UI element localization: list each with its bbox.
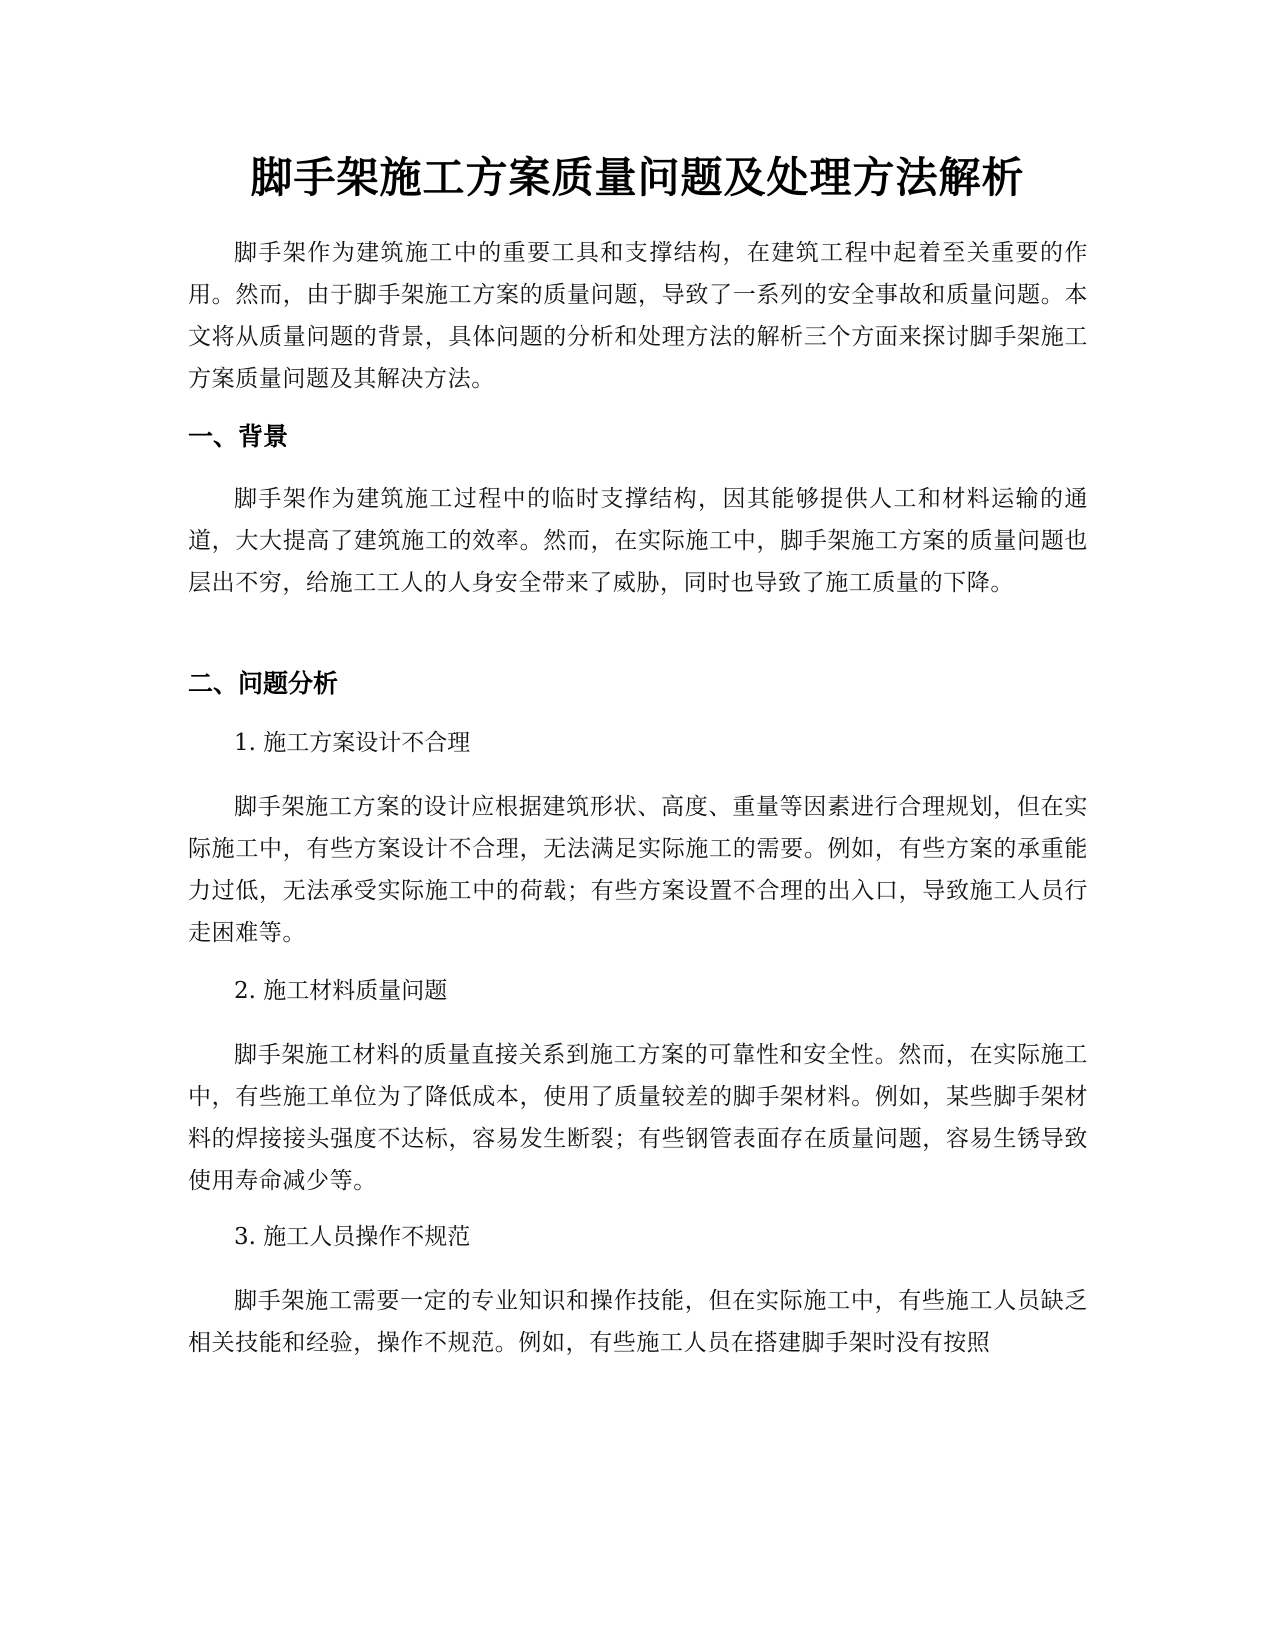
document-title: 脚手架施工方案质量问题及处理方法解析 [250, 153, 1025, 202]
intro-paragraph: 脚手架作为建筑施工中的重要工具和支撑结构，在建筑工程中起着至关重要的作用。然而，由于脚手架施工方案的质量问题，导致了一系列的安全事故和质量问题。本文将从质量问题的背景，具体问题的分析和处理方法的解析三个方面来探讨脚手架施工方案质量问题及其解决方法。 [188, 240, 1088, 392]
section-heading-analysis: 二、问题分析 [188, 669, 339, 698]
design-paragraph: 脚手架施工方案的设计应根据建筑形状、高度、重量等因素进行合理规划，但在实际施工中，有些方案设计不合理，无法满足实际施工的需要。例如，有些方案的承重能力过低，无法承受实际施工中的荷载；有些方案设置不合理的出入口，导致施工人员行走困难等。 [188, 794, 1088, 946]
background-paragraph: 脚手架作为建筑施工过程中的临时支撑结构，因其能够提供人工和材料运输的通道，大大提高了建筑施工的效率。然而，在实际施工中，脚手架施工方案的质量问题也层出不穷，给施工工人的人身安全带来了威胁，同时也导致了施工质量的下降。 [188, 486, 1088, 596]
operation-paragraph: 脚手架施工需要一定的专业知识和操作技能，但在实际施工中，有些施工人员缺乏相关技能和经验，操作不规范。例如，有些施工人员在搭建脚手架时没有按照 [188, 1288, 1088, 1356]
section-heading-background: 一、背景 [188, 422, 289, 451]
subheading-materials: 2. 施工材料质量问题 [234, 978, 448, 1004]
materials-paragraph: 脚手架施工材料的质量直接关系到施工方案的可靠性和安全性。然而，在实际施工中，有些施工单位为了降低成本，使用了质量较差的脚手架材料。例如，某些脚手架材料的焊接接头强度不达标，容易发生断裂；有些钢管表面存在质量问题，容易生锈导致使用寿命减少等。 [188, 1042, 1088, 1194]
subheading-design: 1. 施工方案设计不合理 [234, 730, 471, 756]
subheading-operation: 3. 施工人员操作不规范 [234, 1224, 471, 1250]
